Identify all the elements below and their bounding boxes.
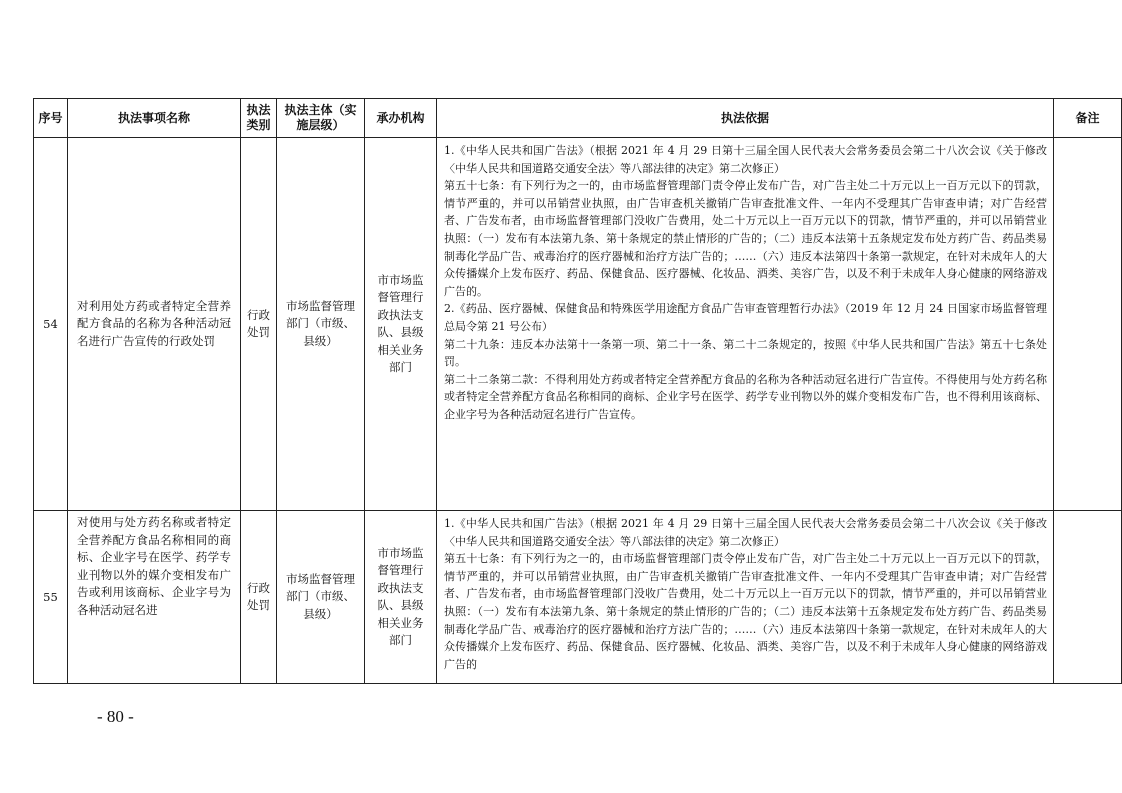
row-subject: 市场监督管理部门（市级、县级）: [277, 511, 365, 684]
basis-paragraph: 第五十七条：有下列行为之一的，由市场监督管理部门责令停止发布广告，对广告主处二十万元以上一百万元以下的罚款，情节严重的，并可以吊销营业执照，由广告审查机关撤销广告审查批准文件、一年内不受理其广告审查申请；对广告经营者、广告发布者，由市场监督管理部门没收广告费用，处二十万元以上一百万元以下的罚款，情节严重的，并可以吊销营业执照：（一）发布有本法第九条、第十条规定的禁止情形的广告的；（二）违反本法第十五条规定发布处方药广告、药品类易制毒化学品广告、戒毒治疗的医疗器械和治疗方法广告的；……（六）违反本法第四十条第一款规定，在针对未成年人的大众传播媒介上发布医疗、药品、保健食品、医疗器械、化妆品、酒类、美容广告，以及不利于未成年人身心健康的网络游戏广告的。: [444, 179, 1047, 298]
row-item-name: 对使用与处方药名称或者特定全营养配方食品名称相同的商标、企业字号在医学、药学专业刊物以外的媒介变相发布广告或利用该商标、企业字号为各种活动冠名进: [68, 511, 241, 684]
basis-paragraph: 第二十九条：违反本办法第十一条第一项、第二十一条、第二十二条规定的，按照《中华人民共和国广告法》第五十七条处罚。: [444, 337, 1047, 369]
row-basis: [437, 138, 1054, 511]
row-category: 行政处罚: [241, 511, 277, 684]
row-notes: [1054, 511, 1122, 684]
header-agency: 承办机构: [365, 99, 437, 138]
row-agency: 市市场监督管理行政执法支队、县级相关业务部门: [365, 138, 437, 511]
table-header-row: [34, 99, 1122, 138]
page-number: - 80 -: [97, 707, 134, 726]
row-basis: [437, 511, 1054, 684]
basis-paragraph: 第二十二条第二款：不得利用处方药或者特定全营养配方食品的名称为各种活动冠名进行广告宣传。不得使用与处方药名称或者特定全营养配方食品名称相同的商标、企业字号在医学、药学专业刊物以外的媒介变相发布广告，也不得利用该商标、企业字号为各种活动冠名进行广告宣传。: [444, 372, 1047, 421]
header-item-name: 执法事项名称: [68, 99, 241, 138]
header-category: 执法类别: [241, 99, 277, 138]
row-agency: 市市场监督管理行政执法支队、县级相关业务部门: [365, 511, 437, 684]
header-basis: 执法依据: [437, 99, 1054, 138]
table-row: [34, 138, 1122, 511]
row-seq: 55: [34, 511, 68, 684]
row-seq: 54: [34, 138, 68, 511]
basis-paragraph: 1.《中华人民共和国广告法》（根据 2021 年 4 月 29 日第十三届全国人民代表大会常务委员会第二十八次会议《关于修改〈中华人民共和国道路交通安全法〉等八部法律的决定》第二次修正）: [444, 144, 1047, 175]
table-row: [34, 511, 1122, 684]
row-category: 行政处罚: [241, 138, 277, 511]
basis-paragraph: 第五十七条：有下列行为之一的，由市场监督管理部门责令停止发布广告，对广告主处二十万元以上一百万元以下的罚款，情节严重的，并可以吊销营业执照，由广告审查机关撤销广告审查批准文件、一年内不受理其广告审查申请；对广告经营者、广告发布者，由市场监督管理部门没收广告费用，处二十万元以上一百万元以下的罚款，情节严重的，并可以吊销营业执照：（一）发布有本法第九条、第十条规定的禁止情形的广告的；（二）违反本法第十五条规定发布处方药广告、药品类易制毒化学品广告、戒毒治疗的医疗器械和治疗方法广告的；……（六）违反本法第四十条第一款规定，在针对未成年人的大众传播媒介上发布医疗、药品、保健食品、医疗器械、化妆品、酒类、美容广告，以及不利于未成年人身心健康的网络游戏广告的: [444, 552, 1047, 671]
row-notes: [1054, 138, 1122, 511]
basis-paragraph: 1.《中华人民共和国广告法》（根据 2021 年 4 月 29 日第十三届全国人民代表大会常务委员会第二十八次会议《关于修改〈中华人民共和国道路交通安全法〉等八部法律的决定》第二次修正）: [444, 517, 1047, 548]
row-subject: 市场监督管理部门（市级、县级）: [277, 138, 365, 511]
header-seq: 序号: [34, 99, 68, 138]
law-enforcement-table: [33, 98, 1122, 684]
row-item-name: 对利用处方药或者特定全营养配方食品的名称为各种活动冠名进行广告宣传的行政处罚: [68, 138, 241, 511]
header-notes: 备注: [1054, 99, 1122, 138]
basis-paragraph: 2.《药品、医疗器械、保健食品和特殊医学用途配方食品广告审查管理暂行办法》（2019 年 12 月 24 日国家市场监督管理总局令第 21 号公布）: [444, 302, 1047, 333]
header-subject: 执法主体（实施层级）: [277, 99, 365, 138]
